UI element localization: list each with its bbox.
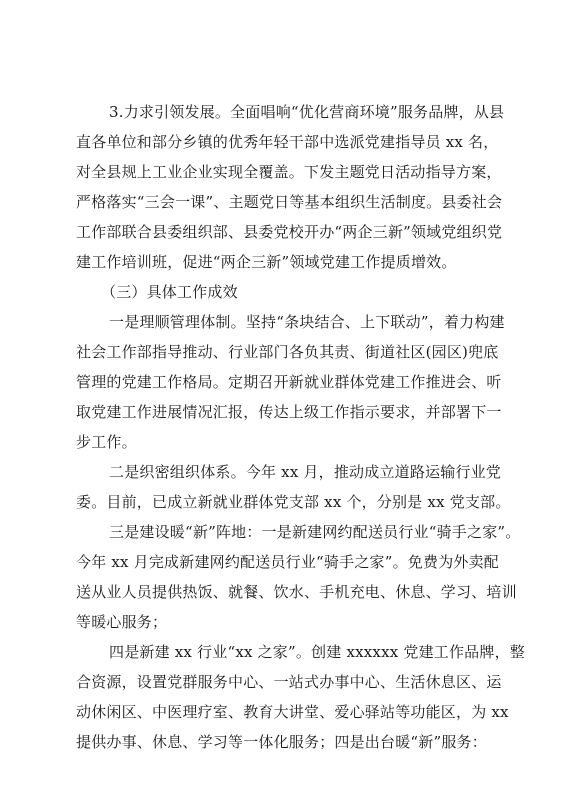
- paragraph-3-line-1: 二是织密组织体系。今年 xx 月，推动成立道路运输行业党: [109, 463, 502, 481]
- paragraph-5-line-4: 提供办事、休息、学习等一体化服务；四是出台暖“新”服务：: [76, 733, 487, 751]
- paragraph-2-line-1: 一是理顺管理体制。坚持“条块结合、上下联动”，着力构建: [109, 313, 505, 331]
- paragraph-1-line-5: 工作部联合县委组织部、县委党校开办“两企三新”领域党组织党: [76, 223, 503, 241]
- paragraph-1-line-3: 对全县规上工业企业实现全覆盖。下发主题党日活动指导方案，: [76, 163, 502, 181]
- paragraph-2-line-2: 社会工作部指导推动、行业部门各负其责、街道社区(园区)兜底: [76, 343, 499, 361]
- paragraph-3-line-2: 委。目前，已成立新就业群体党支部 xx 个，分别是 xx 党支部。: [76, 493, 511, 511]
- paragraph-4-line-2: 今年 xx 月完成新建网约配送员行业“骑手之家”。免费为外卖配: [76, 553, 499, 571]
- paragraph-2-line-5: 步工作。: [76, 433, 137, 451]
- paragraph-1-line-2: 直各单位和部分乡镇的优秀年轻干部中选派党建指导员 xx 名，: [76, 133, 499, 151]
- paragraph-2-line-4: 取党建工作进展情况汇报，传达上级工作指示要求，并部署下一: [76, 403, 502, 421]
- paragraph-4-line-4: 等暖心服务；: [76, 613, 168, 631]
- paragraph-1-line-6: 建工作培训班，促进“两企三新”领域党建工作提质增效。: [76, 253, 457, 271]
- paragraph-5-line-3: 动休闲区、中医理疗室、教育大讲堂、爱心驿站等功能区，为 xx: [76, 703, 509, 721]
- paragraph-1-line-1: 3.力求引领发展。全面唱响“优化营商环境”服务品牌，从县: [109, 103, 505, 121]
- paragraph-1-line-4: 严格落实“三会一课”、主题党日等基本组织生活制度。县委社会: [76, 193, 503, 211]
- paragraph-2-line-3: 管理的党建工作格局。定期召开新就业群体党建工作推进会、听: [76, 373, 502, 391]
- paragraph-4-line-3: 送从业人员提供热饭、就餐、饮水、手机充电、休息、学习、培训: [76, 583, 517, 601]
- paragraph-5-line-1: 四是新建 xx 行业“xx 之家”。创建 xxxxxx 党建工作品牌，整: [109, 643, 525, 661]
- section-heading: （三）具体工作成效: [101, 283, 238, 301]
- paragraph-4-line-1: 三是建设暖“新”阵地：一是新建网约配送员行业“骑手之家”。: [109, 523, 521, 541]
- paragraph-5-line-2: 合资源，设置党群服务中心、一站式办事中心、生活休息区、运: [76, 673, 502, 691]
